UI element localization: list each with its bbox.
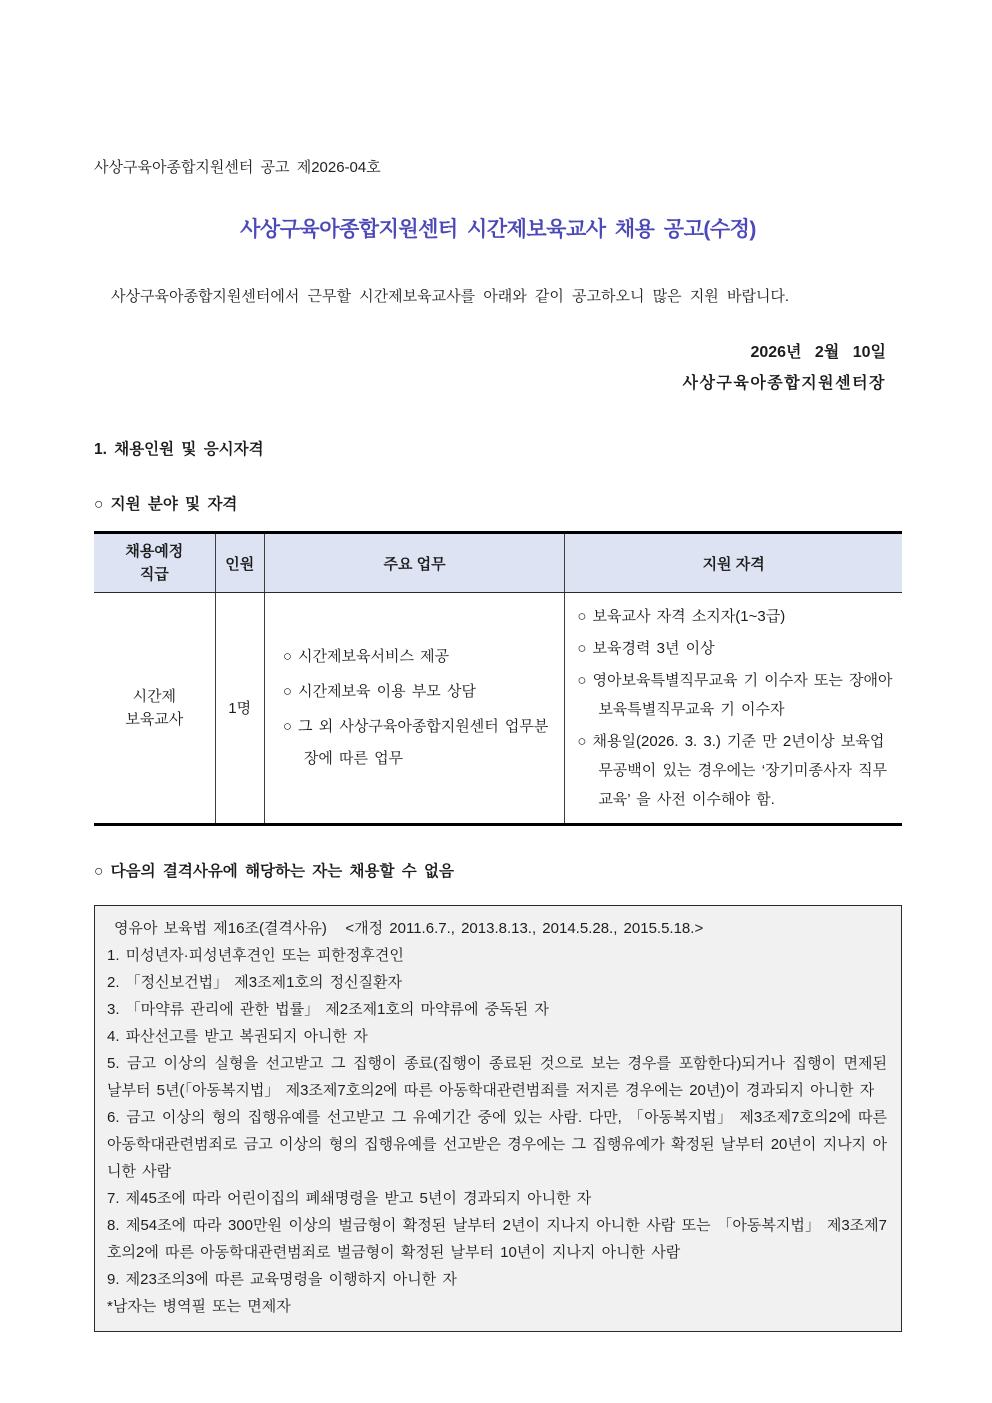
doc-number: 사상구육아종합지원센터 공고 제2026-04호 xyxy=(94,159,381,176)
qualification-item: ○ 보육경력 3년 이상 xyxy=(577,640,715,657)
disqualification-item: 9. 제23조의3에 따른 교육명령을 이행하지 아니한 자 xyxy=(107,1271,457,1288)
disqualification-item: 6. 금고 이상의 형의 집행유예를 선고받고 그 유예기간 중에 있는 사람. 다만, 「아동복지법」 제3조제7호의2에 따른 아동학대관련범죄로 금고 이상의 형의 집행유예를 선고받은 경우에는 그 집행유예가 확정된 날부터 20년이 지나지 아니한 사람 xyxy=(107,1109,887,1180)
recruit-table-row xyxy=(94,593,902,823)
page-title: 사상구육아종합지원센터 시간제보육교사 채용 공고(수정) xyxy=(240,218,756,241)
header-qualifications xyxy=(564,534,902,592)
disqualification-law-heading: 영유아 보육법 제16조(결격사유) <개정 2011.6.7., 2013.8.13., 2014.5.28., 2015.5.18.> xyxy=(114,920,704,937)
qualifications-list xyxy=(577,599,894,817)
duty-item: ○ 시간제보육 이용 부모 상담 xyxy=(282,683,476,700)
duty-item: ○ 시간제보육서비스 제공 xyxy=(282,648,450,665)
header-position-line1: 채용예정 xyxy=(125,543,184,560)
disqualification-item: 7. 제45조에 따라 어린이집의 폐쇄명령을 받고 5년이 경과되지 아니한 자 xyxy=(107,1190,592,1207)
cell-position-line2: 보육교사 xyxy=(125,711,184,728)
disqualification-item: *남자는 병역필 또는 면제자 xyxy=(107,1298,291,1315)
qualification-item: ○ 영아보육특별직무교육 기 이수자 또는 장애아보육특별직무교육 기 이수자 xyxy=(577,672,893,718)
duties-list xyxy=(283,638,556,778)
cell-qualifications xyxy=(564,593,902,823)
cell-count xyxy=(215,593,264,823)
header-position-line2: 직급 xyxy=(139,566,169,583)
disqualification-item: 8. 제54조에 따라 300만원 이상의 벌금형이 확정된 날부터 2년이 지나지 아니한 사람 또는 「아동복지법」 제3조제7호의2에 따른 아동학대관련범죄로 벌금형이 확정된 날부터 10년이 지나지 아니한 사람 xyxy=(107,1217,887,1261)
disqualification-item: 4. 파산선고를 받고 복권되지 아니한 자 xyxy=(107,1028,368,1045)
duty-item: ○ 그 외 사상구육아종합지원센터 업무분장에 따른 업무 xyxy=(282,718,549,767)
signature-block xyxy=(94,339,902,393)
header-position xyxy=(94,534,215,592)
cell-position-line1: 시간제 xyxy=(132,688,177,705)
disqualification-item: 2. 「정신보건법」 제3조제1호의 정신질환자 xyxy=(107,974,403,991)
header-count-label: 인원 xyxy=(225,555,255,573)
cell-count-value: 1명 xyxy=(228,699,252,717)
signer-name: 사상구육아종합지원센터장 xyxy=(682,375,886,392)
section-heading-recruitment: 1. 채용인원 및 응시자격 xyxy=(94,441,264,458)
intro-paragraph: 사상구육아종합지원센터에서 근무할 시간제보육교사를 아래와 같이 공고하오니 많은 지원 바랍니다. xyxy=(111,288,790,305)
announcement-date: 2026년 2월 10일 xyxy=(750,344,886,361)
disqualification-item: 3. 「마약류 관리에 관한 법률」 제2조제1호의 마약류에 중독된 자 xyxy=(107,1001,549,1018)
recruit-table xyxy=(94,531,902,826)
header-duties-label: 주요 업무 xyxy=(383,555,446,573)
disqualification-item: 5. 금고 이상의 실형을 선고받고 그 집행이 종료(집행이 종료된 것으로 보는 경우를 포함한다)되거나 집행이 면제된 날부터 5년(「아동복지법」 제3조제7호의2에 따른 아동학대관련범죄를 저지른 경우에는 20년)이 경과되지 아니한 자 xyxy=(107,1055,887,1099)
header-duties xyxy=(264,534,564,592)
header-qualifications-label: 지원 자격 xyxy=(702,555,765,573)
qualification-item: ○ 보육교사 자격 소지자(1~3급) xyxy=(577,608,786,625)
disqualification-list xyxy=(107,942,887,1320)
subsection-heading-fields: ○ 지원 분야 및 자격 xyxy=(94,496,238,513)
header-count xyxy=(215,534,264,592)
subsection-heading-disqualification: ○ 다음의 결격사유에 해당하는 자는 채용할 수 없음 xyxy=(94,863,454,880)
qualification-item: ○ 채용일(2026. 3. 3.) 기준 만 2년이상 보육업무공백이 있는 경우에는 ‘장기미종사자 직무교육’ 을 사전 이수해야 함. xyxy=(577,733,888,808)
cell-duties xyxy=(264,593,564,823)
disqualification-box xyxy=(94,905,902,1332)
recruit-table-header-row xyxy=(94,534,902,593)
disqualification-item: 1. 미성년자·피성년후견인 또는 피한정후견인 xyxy=(107,947,404,964)
cell-position xyxy=(94,593,215,823)
